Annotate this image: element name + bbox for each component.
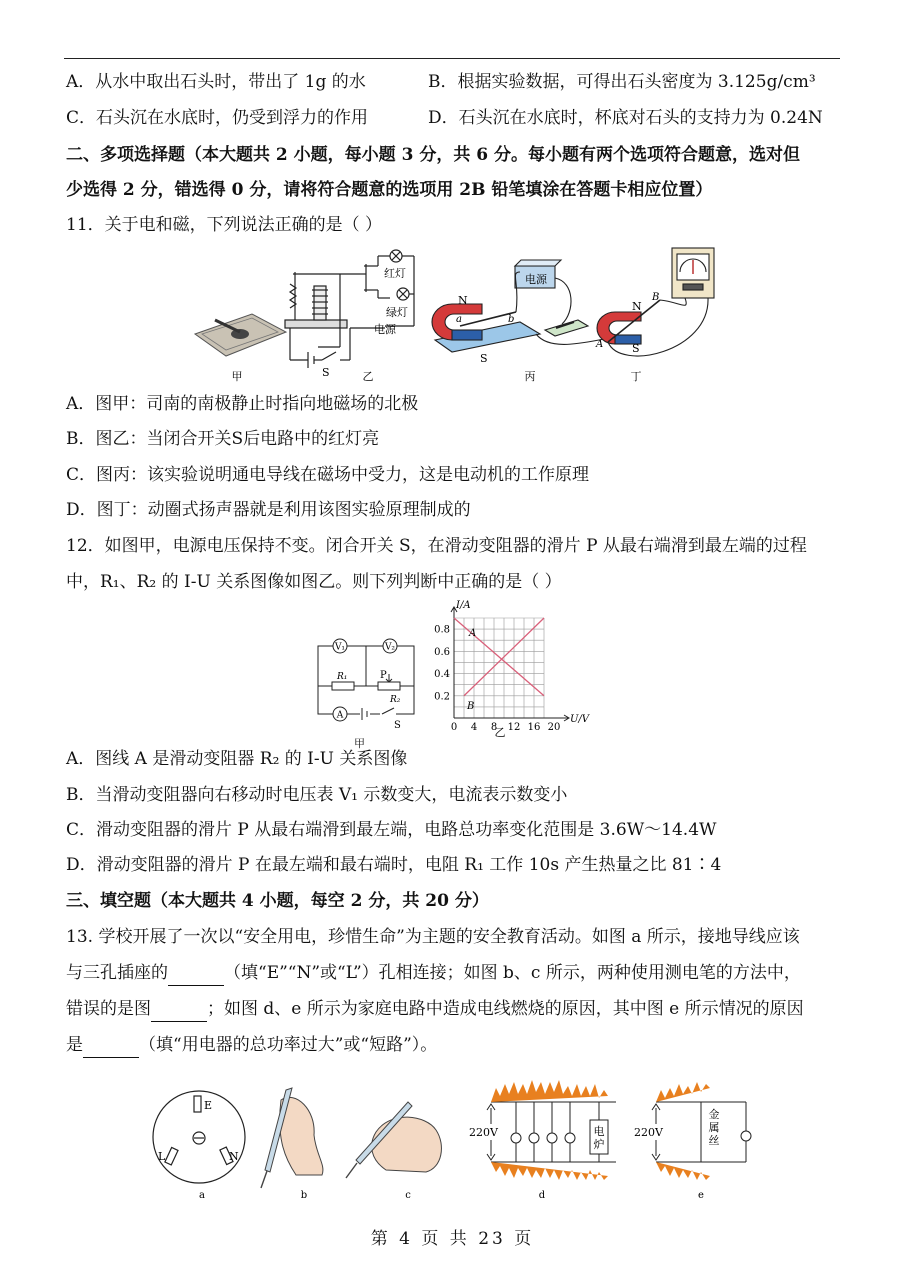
y-tick-label: 0.2 [434, 691, 450, 703]
q11-option-d: D．图丁：动圈式扬声器就是利用该图实验原理制成的 [66, 500, 471, 520]
fig-ding-caption: 丁 [630, 370, 642, 383]
fig-e-caption: e [698, 1190, 704, 1201]
q13-figures [146, 1080, 786, 1205]
q12-option-d: D．滑动变阻器的滑片 P 在最左端和最右端时，电阻 R₁ 工作 10s 产生热量之比 81∶4 [66, 855, 722, 875]
q13-blank-2[interactable] [151, 997, 207, 1022]
q11-stem: 11．关于电和磁，下列说法正确的是（ ） [66, 215, 383, 235]
y-tick-label: 0.4 [434, 669, 450, 681]
voltage-e-label: 220V [634, 1126, 663, 1139]
red-lamp-label: 红灯 [384, 267, 406, 280]
fig-bing-caption: 丙 [524, 370, 536, 383]
chart-caption: 乙 [494, 726, 506, 738]
voltmeter-v2-label: V₂ [384, 642, 396, 653]
ding-a-label: A [596, 339, 604, 350]
ding-n-label: N [632, 300, 642, 313]
q13-line2-end: （填“E”“N”或“L”）孔相连接；如图 b、c 所示，两种使用测电笔的方法中， [224, 963, 801, 983]
vertical-label-char: 炉 [593, 1138, 605, 1151]
q10-option-a: A．从水中取出石头时，带出了 1g 的水 [66, 72, 366, 92]
socket-figure [153, 1091, 245, 1183]
series-line-a [454, 618, 544, 696]
test-pen-c-figure [346, 1102, 441, 1178]
q10-option-b: B．根据实验数据，可得出石头密度为 3.125g/cm³ [428, 72, 816, 92]
q11-figures [190, 242, 730, 384]
q13-line3 [66, 997, 804, 1022]
fig-yi-caption: 乙 [362, 370, 374, 383]
q12-option-a: A．图线 A 是滑动变阻器 R₂ 的 I-U 关系图像 [66, 749, 408, 769]
relay-switch-label: S [322, 366, 330, 379]
q13-line3-end: ；如图 d、e 所示为家庭电路中造成电线燃烧的原因，其中图 e 所示情况的原因 [207, 999, 804, 1019]
green-lamp-label: 绿灯 [386, 306, 408, 319]
bing-s-label: S [480, 352, 488, 365]
resistor-r1-label: R₁ [337, 672, 348, 682]
q12-option-c: C．滑动变阻器的滑片 P 从最右端滑到最左端，电路总功率变化范围是 3.6W～14.4W [66, 820, 717, 840]
x-tick-label: 8 [490, 722, 498, 733]
q12-option-b: B．当滑动变阻器向右移动时电压表 V₁ 示数变大，电流表示数变小 [66, 785, 568, 805]
x-tick-label: 12 [507, 722, 521, 733]
vertical-label-char: 丝 [708, 1134, 720, 1147]
q13-line2 [66, 961, 801, 986]
y-tick-label: 0.6 [434, 646, 450, 658]
power-box-label: 电源 [525, 273, 547, 286]
resistor-r2-label: R₂ [390, 695, 401, 705]
test-pen-b-figure [261, 1088, 323, 1188]
voltmeter-v1-label: V₁ [334, 642, 346, 653]
fig-jia-caption: 甲 [231, 370, 243, 383]
section2-heading-line1: 二、多项选择题（本大题共 2 小题，每小题 3 分，共 6 分。每小题有两个选项符合题意，选对但 [66, 145, 800, 165]
ding-s-label: S [632, 342, 640, 355]
q13-line3-start: 错误的是图 [66, 999, 151, 1019]
q10-option-c: C．石头沉在水底时，仍受到浮力的作用 [66, 108, 369, 128]
page-footer: 第 4 页 共 23 页 [370, 1229, 535, 1249]
q13-line4 [66, 1033, 437, 1058]
y-axis-label: I/A [456, 600, 471, 611]
sinan-figure [195, 314, 286, 356]
q13-line2-start: 与三孔插座的 [66, 963, 168, 983]
section2-heading-line2: 少选得 2 分，错选得 0 分，请将符合题意的选项用 2B 铅笔填涂在答题卡相应位置） [66, 180, 713, 200]
iu-chart [430, 598, 602, 738]
switch-s-label: S [394, 720, 401, 731]
x-tick-label: 16 [527, 722, 541, 733]
header-rule [64, 58, 840, 59]
q11-option-c: C．图丙：该实验说明通电导线在磁场中受力，这是电动机的工作原理 [66, 465, 590, 485]
q10-option-d: D．石头沉在水底时，杯底对石头的支持力为 0.24N [428, 108, 823, 128]
vertical-label-char: 电 [593, 1125, 605, 1138]
q13-line1: 13. 学校开展了一次以“安全用电，珍惜生命”为主题的安全教育活动。如图 a 所示，接地导线应该 [66, 927, 800, 947]
q11-option-b: B．图乙：当闭合开关S后电路中的红灯亮 [66, 429, 380, 449]
voltage-d-label: 220V [469, 1126, 498, 1139]
slider-p-label: P [380, 670, 387, 681]
y-tick-label: 0.8 [434, 624, 450, 636]
short-circuit-figure [652, 1102, 751, 1162]
q13-blank-3[interactable] [83, 1033, 139, 1058]
q13-line4-start: 是 [66, 1035, 83, 1055]
x-tick-label: 0 [450, 722, 458, 733]
vertical-label-char: 属 [708, 1121, 720, 1134]
fig-b-caption: b [300, 1190, 308, 1201]
q12-circuit-diagram [312, 636, 422, 732]
ding-b-label: B [652, 292, 660, 303]
relay-power-label: 电源 [374, 323, 396, 336]
fig-d-caption: d [538, 1190, 546, 1201]
fig-c-caption: c [405, 1190, 411, 1201]
x-tick-label: 4 [470, 722, 478, 733]
q12-stem-line2: 中，R₁、R₂ 的 I-U 关系图像如图乙。则下列判断中正确的是（ ） [66, 572, 562, 592]
section3-heading: 三、填空题（本大题共 4 小题，每空 2 分，共 20 分） [66, 891, 489, 911]
socket-n-label: N [229, 1150, 239, 1163]
q13-blank-1[interactable] [168, 961, 224, 986]
series-a-label: A [469, 627, 477, 639]
bing-n-label: N [458, 294, 468, 307]
q11-option-a: A．图甲：司南的南极静止时指向地磁场的北极 [66, 394, 419, 414]
bing-b-label: b [508, 314, 515, 325]
fig-a-caption: a [199, 1190, 205, 1201]
circuit-caption: 甲 [354, 737, 365, 750]
socket-l-label: L [158, 1150, 166, 1163]
bing-a-label: a [456, 314, 462, 325]
x-axis-label: U/V [570, 714, 590, 725]
socket-e-label: E [204, 1099, 213, 1112]
q13-line4-end: （填“用电器的总功率过大”或“短路”）。 [139, 1035, 438, 1055]
flames-e [656, 1082, 710, 1180]
ammeter-label: A [336, 710, 344, 721]
series-b-label: B [467, 701, 475, 713]
q12-stem-line1: 12．如图甲，电源电压保持不变。闭合开关 S，在滑动变阻器的滑片 P 从最右端滑到最左端的过程 [66, 536, 807, 556]
vertical-label-char: 金 [708, 1108, 720, 1121]
x-tick-label: 20 [547, 722, 561, 733]
